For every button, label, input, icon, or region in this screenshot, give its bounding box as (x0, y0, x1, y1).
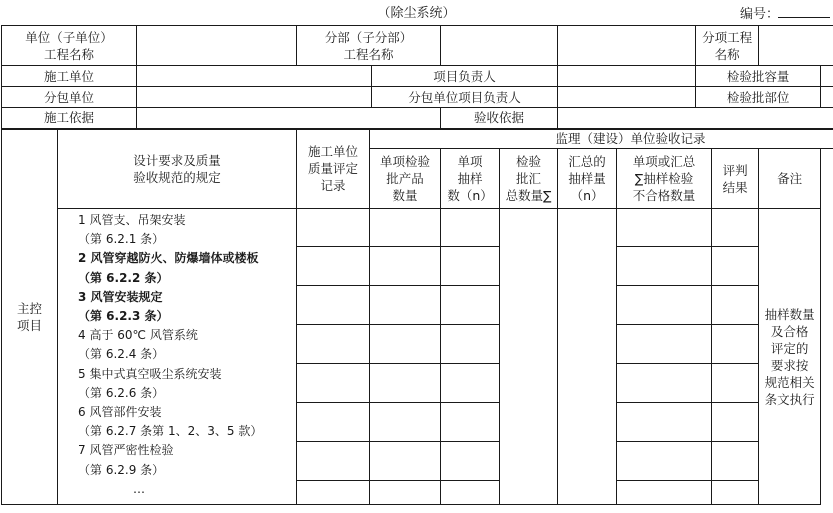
item-3-clause: （第 6.2.3 条） (78, 309, 169, 324)
batch-qty-cell-8[interactable] (370, 481, 441, 505)
item-6-clause: （第 6.2.7 条第 1、2、3、5 款） (78, 424, 263, 439)
design-requirements-header: 设计要求及质量 验收规范的规定 (58, 129, 297, 209)
batch-qty-cell-5[interactable] (370, 364, 441, 403)
unqualified-cell-1[interactable] (617, 209, 712, 247)
info-row-1 (2, 26, 833, 66)
item-5-title: 5 集中式真空吸尘系统安装 (78, 366, 222, 381)
info-row-4 (2, 108, 833, 129)
col-remark-header: 备注 (759, 149, 821, 209)
unit-name-label: 单位（子单位） 工程名称 (2, 26, 137, 66)
result-cell-1[interactable] (712, 209, 759, 247)
result-cell-7[interactable] (712, 442, 759, 481)
acceptance-basis-label: 验收依据 (441, 108, 558, 129)
item-6-title: 6 风管部件安装 (78, 405, 162, 420)
batch-qty-cell-3[interactable] (370, 286, 441, 325)
construction-cell-1[interactable] (297, 209, 370, 247)
contractor-label: 施工单位 (2, 66, 137, 87)
col-sum-sample-header: 汇总的 抽样量 （n） (558, 149, 617, 209)
sample-n-cell-7[interactable] (441, 442, 500, 481)
data-row (2, 209, 833, 247)
project-manager-value[interactable] (558, 66, 696, 87)
contractor-value[interactable] (137, 66, 372, 87)
sub-pm-label: 分包单位项目负责人 (372, 87, 558, 108)
batch-part-value[interactable] (821, 87, 833, 108)
unqualified-cell-8[interactable] (617, 481, 712, 505)
info-row-3 (2, 87, 833, 108)
batch-qty-cell-7[interactable] (370, 442, 441, 481)
col-result-header: 评判 结果 (712, 149, 759, 209)
division-name-value-2[interactable] (558, 26, 696, 66)
unqualified-cell-7[interactable] (617, 442, 712, 481)
batch-part-label: 检验批部位 (696, 87, 821, 108)
construction-cell-3[interactable] (297, 286, 370, 325)
construction-cell-6[interactable] (297, 403, 370, 442)
unit-name-value[interactable] (137, 26, 297, 66)
unqualified-cell-5[interactable] (617, 364, 712, 403)
result-cell-2[interactable] (712, 247, 759, 286)
basis-value[interactable] (137, 108, 441, 129)
items-list (58, 209, 297, 505)
result-cell-3[interactable] (712, 286, 759, 325)
col-unqualified-header: 单项或汇总 ∑抽样检验 不合格数量 (617, 149, 712, 209)
division-name-label: 分部（子分部） 工程名称 (297, 26, 441, 66)
construction-cell-8[interactable] (297, 481, 370, 505)
number-field[interactable] (778, 17, 830, 18)
division-name-value[interactable] (441, 26, 558, 66)
total-cell[interactable] (500, 209, 558, 505)
unqualified-cell-4[interactable] (617, 325, 712, 364)
header-row-1 (2, 129, 833, 149)
item-2-title: 2 风管穿越防火、防爆墙体或楼板 (78, 251, 259, 266)
sum-sample-cell[interactable] (558, 209, 617, 505)
col-total-header: 检验 批汇 总数量∑ (500, 149, 558, 209)
item-7-clause: （第 6.2.9 条） (78, 462, 165, 477)
item-1-title: 1 风管支、吊架安装 (78, 213, 186, 227)
result-cell-4[interactable] (712, 325, 759, 364)
batch-qty-cell-6[interactable] (370, 403, 441, 442)
inspection-form-table (1, 25, 833, 505)
item-4-title: 4 高于 60℃ 风管系统 (78, 328, 198, 343)
sub-pm-value[interactable] (558, 87, 696, 108)
sample-n-cell-1[interactable] (441, 209, 500, 247)
col-sample-n-header: 单项 抽样 数（n） (441, 149, 500, 209)
construction-cell-4[interactable] (297, 325, 370, 364)
batch-qty-cell-2[interactable] (370, 247, 441, 286)
item-2-clause: （第 6.2.2 条） (78, 270, 169, 285)
result-cell-5[interactable] (712, 364, 759, 403)
number-label: 编号： (740, 7, 780, 22)
acceptance-basis-value[interactable] (558, 108, 833, 129)
sample-n-cell-5[interactable] (441, 364, 500, 403)
sample-n-cell-4[interactable] (441, 325, 500, 364)
item-7-title: 7 风管严密性检验 (78, 443, 174, 458)
unqualified-cell-6[interactable] (617, 403, 712, 442)
construction-cell-2[interactable] (297, 247, 370, 286)
batch-qty-cell-4[interactable] (370, 325, 441, 364)
subcontractor-value[interactable] (137, 87, 372, 108)
main-control-label: 主控 项目 (2, 129, 58, 505)
batch-qty-cell-1[interactable] (370, 209, 441, 247)
result-cell-8[interactable] (712, 481, 759, 505)
info-row-2 (2, 66, 833, 87)
sample-n-cell-2[interactable] (441, 247, 500, 286)
item-5-clause: （第 6.2.6 条） (78, 385, 165, 400)
project-manager-label: 项目负责人 (372, 66, 558, 87)
subitem-name-value[interactable] (759, 26, 833, 66)
col-batch-qty-header: 单项检验 批产品 数量 (370, 149, 441, 209)
supervisor-record-header: 监理（建设）单位验收记录 (370, 129, 833, 149)
construction-cell-5[interactable] (297, 364, 370, 403)
construction-cell-7[interactable] (297, 442, 370, 481)
subcontractor-label: 分包单位 (2, 87, 137, 108)
sample-n-cell-3[interactable] (441, 286, 500, 325)
item-4-clause: （第 6.2.4 条） (78, 347, 165, 362)
batch-capacity-label: 检验批容量 (696, 66, 821, 87)
construction-record-header: 施工单位 质量评定 记录 (297, 129, 370, 209)
batch-capacity-value[interactable] (821, 66, 833, 87)
unqualified-cell-3[interactable] (617, 286, 712, 325)
sample-n-cell-8[interactable] (441, 481, 500, 505)
remark-cell: 抽样数量 及合格 评定的 要求按 规范相关 条文执行 (759, 209, 821, 505)
form-subtitle: （除尘系统） (377, 6, 456, 21)
sample-n-cell-6[interactable] (441, 403, 500, 442)
item-1-clause: （第 6.2.1 条） (78, 232, 165, 247)
items-ellipsis: … (133, 481, 145, 496)
item-3-title: 3 风管安装规定 (78, 289, 163, 304)
unqualified-cell-2[interactable] (617, 247, 712, 286)
result-cell-6[interactable] (712, 403, 759, 442)
subitem-name-label: 分项工程 名称 (696, 26, 759, 66)
basis-label: 施工依据 (2, 108, 137, 129)
